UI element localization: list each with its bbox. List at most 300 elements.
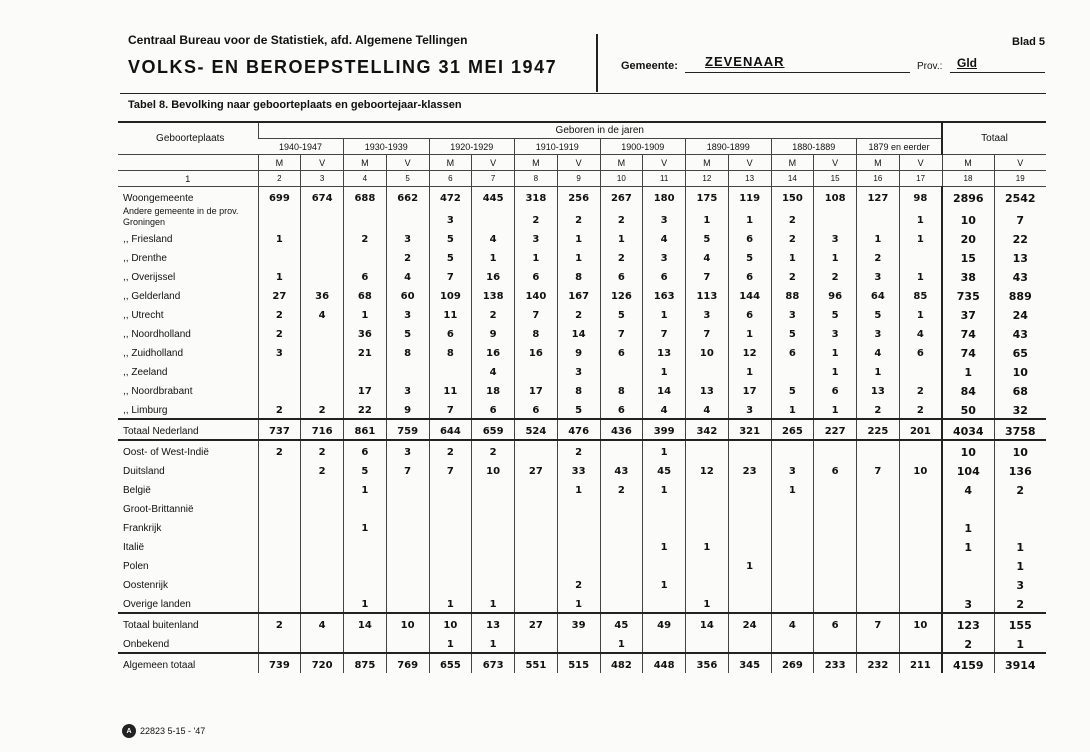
- cell-value: 2: [899, 380, 942, 399]
- row-label: Groot-Brittannië: [123, 504, 194, 515]
- cell-value: 136: [994, 460, 1046, 479]
- cell-value: [600, 361, 643, 380]
- cell-value: [899, 593, 942, 613]
- cell-value: 1: [258, 228, 301, 247]
- prov-label: Prov.:: [917, 61, 943, 72]
- cell-value: [600, 517, 643, 536]
- cell-value: [557, 498, 600, 517]
- cell-value: [258, 247, 301, 266]
- cell-value: [643, 633, 686, 653]
- header-row-periods: [118, 122, 1046, 139]
- cell-value: 4: [301, 613, 344, 633]
- cell-value: [429, 517, 472, 536]
- sex-header: M: [600, 155, 643, 171]
- header-row-years: [118, 139, 1046, 155]
- cell-value: 1: [771, 479, 814, 498]
- cell-value: 2: [557, 574, 600, 593]
- row-label: ,, Overijssel: [123, 272, 176, 283]
- cell-value: [301, 361, 344, 380]
- table-row: [118, 206, 1046, 228]
- cell-value: 4: [857, 342, 900, 361]
- cell-value: 8: [557, 380, 600, 399]
- cell-value: 662: [386, 187, 429, 207]
- cell-value: 3: [515, 228, 558, 247]
- cell-value: 6: [899, 342, 942, 361]
- cell-value: 2: [600, 247, 643, 266]
- column-number: 8: [515, 171, 558, 187]
- cell-value: 23: [728, 460, 771, 479]
- cell-value: 2: [600, 206, 643, 228]
- cell-value: [429, 574, 472, 593]
- cell-value: 3: [814, 228, 857, 247]
- cell-value: [557, 633, 600, 653]
- cell-value: 3: [429, 206, 472, 228]
- cell-value: [771, 536, 814, 555]
- cell-value: 68: [344, 285, 387, 304]
- period-header: 1890-1899: [686, 139, 772, 155]
- cell-value: 1: [899, 304, 942, 323]
- cell-value: [386, 555, 429, 574]
- cell-value: 2542: [994, 187, 1046, 207]
- cell-value: 155: [994, 613, 1046, 633]
- cell-value: [258, 633, 301, 653]
- cell-value: 4: [899, 323, 942, 342]
- cell-value: [386, 498, 429, 517]
- cell-value: 13: [472, 613, 515, 633]
- table-row: [118, 440, 1046, 460]
- cell-value: [301, 323, 344, 342]
- cell-value: 3: [857, 266, 900, 285]
- table-row: [118, 342, 1046, 361]
- cell-value: 3: [857, 323, 900, 342]
- row-label: Polen: [123, 561, 149, 572]
- cell-value: 1: [600, 633, 643, 653]
- cell-value: 769: [386, 653, 429, 673]
- cell-value: 5: [728, 247, 771, 266]
- cell-value: 1: [429, 593, 472, 613]
- cell-value: 45: [643, 460, 686, 479]
- cell-value: 4: [386, 266, 429, 285]
- period-header: 1910-1919: [515, 139, 601, 155]
- table-row: [118, 633, 1046, 653]
- cell-value: 6: [728, 228, 771, 247]
- cell-value: 1: [814, 399, 857, 419]
- cell-value: [472, 479, 515, 498]
- cell-value: [386, 536, 429, 555]
- cell-value: 15: [942, 247, 994, 266]
- cell-value: [686, 361, 729, 380]
- data-table: [118, 121, 1046, 673]
- cell-value: 1: [515, 247, 558, 266]
- sex-header: V: [899, 155, 942, 171]
- cell-value: 2: [429, 440, 472, 460]
- cell-value: 448: [643, 653, 686, 673]
- cell-value: [686, 633, 729, 653]
- cell-value: 1: [472, 633, 515, 653]
- table-body: [118, 122, 1046, 673]
- cell-value: 27: [258, 285, 301, 304]
- cell-value: 10: [429, 613, 472, 633]
- cell-value: 16: [472, 342, 515, 361]
- cell-value: 7: [857, 460, 900, 479]
- cell-value: 482: [600, 653, 643, 673]
- cell-value: 318: [515, 187, 558, 207]
- cell-value: [728, 593, 771, 613]
- column-number: 5: [386, 171, 429, 187]
- cell-value: 4: [472, 361, 515, 380]
- cell-value: 4: [472, 228, 515, 247]
- col-number-1: 1: [118, 171, 258, 187]
- cell-value: 123: [942, 613, 994, 633]
- cell-value: [899, 574, 942, 593]
- cell-value: [857, 536, 900, 555]
- cell-value: [344, 574, 387, 593]
- cell-value: 2: [814, 266, 857, 285]
- cell-value: [515, 536, 558, 555]
- cell-value: [557, 517, 600, 536]
- cell-value: 12: [728, 342, 771, 361]
- cell-value: 9: [386, 399, 429, 419]
- cell-value: 104: [942, 460, 994, 479]
- cell-value: 8: [386, 342, 429, 361]
- cell-value: 17: [344, 380, 387, 399]
- cell-value: 5: [386, 323, 429, 342]
- cell-value: 3: [643, 247, 686, 266]
- cell-value: 64: [857, 285, 900, 304]
- sex-header: V: [301, 155, 344, 171]
- cell-value: [301, 633, 344, 653]
- cell-value: 1: [994, 555, 1046, 574]
- cell-value: 1: [814, 342, 857, 361]
- cell-value: 3: [258, 342, 301, 361]
- cell-value: 7: [386, 460, 429, 479]
- cell-value: 7: [429, 460, 472, 479]
- cell-value: [386, 206, 429, 228]
- cell-value: 1: [857, 361, 900, 380]
- table-row: [118, 517, 1046, 536]
- cell-value: 5: [344, 460, 387, 479]
- cell-value: 1: [643, 361, 686, 380]
- cell-value: 3914: [994, 653, 1046, 673]
- cell-value: 4034: [942, 419, 994, 440]
- cell-value: [557, 536, 600, 555]
- cell-value: 14: [643, 380, 686, 399]
- column-number: 13: [728, 171, 771, 187]
- cell-value: [472, 574, 515, 593]
- cell-value: [728, 517, 771, 536]
- cell-value: 6: [814, 460, 857, 479]
- table-row: [118, 653, 1046, 673]
- cell-value: [643, 498, 686, 517]
- cell-value: 399: [643, 419, 686, 440]
- cell-value: [344, 555, 387, 574]
- cell-value: 1: [557, 479, 600, 498]
- cell-value: 1: [942, 361, 994, 380]
- cell-value: [686, 498, 729, 517]
- cell-value: [515, 440, 558, 460]
- sex-header: M: [515, 155, 558, 171]
- cell-value: 3: [557, 361, 600, 380]
- cell-value: [899, 440, 942, 460]
- cell-value: 1: [344, 593, 387, 613]
- cell-value: 7: [994, 206, 1046, 228]
- cell-value: [771, 633, 814, 653]
- cell-value: 10: [994, 440, 1046, 460]
- period-header: 1940-1947: [258, 139, 344, 155]
- cell-value: 2: [344, 228, 387, 247]
- cell-value: [301, 266, 344, 285]
- column-number: 14: [771, 171, 814, 187]
- cell-value: 16: [515, 342, 558, 361]
- cell-value: 1: [557, 247, 600, 266]
- cell-value: 98: [899, 187, 942, 207]
- cell-value: 108: [814, 187, 857, 207]
- cell-value: 2: [515, 206, 558, 228]
- cell-value: 1: [728, 206, 771, 228]
- cell-value: 27: [515, 460, 558, 479]
- cell-value: [600, 498, 643, 517]
- column-number: 3: [301, 171, 344, 187]
- table-row: [118, 555, 1046, 574]
- cell-value: [301, 247, 344, 266]
- cell-value: [344, 206, 387, 228]
- cell-value: [429, 361, 472, 380]
- cell-value: 10: [899, 613, 942, 633]
- cell-value: 1: [643, 536, 686, 555]
- cell-value: [429, 536, 472, 555]
- cell-value: 4: [686, 247, 729, 266]
- cell-value: 1: [258, 266, 301, 285]
- cell-value: 1: [600, 228, 643, 247]
- cell-value: [600, 440, 643, 460]
- cell-value: 6: [814, 380, 857, 399]
- cell-value: 6: [515, 266, 558, 285]
- period-header: 1879 en eerder: [857, 139, 943, 155]
- table-row: [118, 498, 1046, 517]
- cell-value: 32: [994, 399, 1046, 419]
- cell-value: [814, 555, 857, 574]
- cell-value: 655: [429, 653, 472, 673]
- cell-value: 6: [515, 399, 558, 419]
- cell-value: 6: [429, 323, 472, 342]
- cell-value: [728, 479, 771, 498]
- cell-value: 2: [472, 440, 515, 460]
- sex-header: V: [814, 155, 857, 171]
- sex-header: M: [942, 155, 994, 171]
- cell-value: 43: [600, 460, 643, 479]
- row-label: ,, Zeeland: [123, 367, 168, 378]
- row-label: ,, Friesland: [123, 234, 173, 245]
- cell-value: 109: [429, 285, 472, 304]
- cell-value: 150: [771, 187, 814, 207]
- row-label: Totaal Nederland: [118, 419, 258, 440]
- cell-value: 22: [344, 399, 387, 419]
- cell-value: 3: [386, 228, 429, 247]
- column-number: 2: [258, 171, 301, 187]
- cell-value: 2: [942, 633, 994, 653]
- cell-value: 3: [942, 593, 994, 613]
- cell-value: [258, 536, 301, 555]
- cell-value: 2: [386, 247, 429, 266]
- cell-value: [344, 247, 387, 266]
- period-header: 1930-1939: [344, 139, 430, 155]
- cell-value: 2: [994, 479, 1046, 498]
- cell-value: 4: [771, 613, 814, 633]
- cell-value: [857, 555, 900, 574]
- cell-value: 39: [557, 613, 600, 633]
- cell-value: [472, 517, 515, 536]
- row-label: ,, Noordbrabant: [123, 386, 193, 397]
- cell-value: 1: [643, 440, 686, 460]
- sex-header: V: [728, 155, 771, 171]
- cell-value: [899, 517, 942, 536]
- cell-value: [899, 479, 942, 498]
- cell-value: 7: [429, 399, 472, 419]
- table-row: [118, 399, 1046, 419]
- cell-value: 1: [814, 247, 857, 266]
- cell-value: 2: [771, 228, 814, 247]
- cell-value: 2: [258, 323, 301, 342]
- cell-value: 551: [515, 653, 558, 673]
- cell-value: 7: [643, 323, 686, 342]
- cell-value: [515, 479, 558, 498]
- sex-header: V: [386, 155, 429, 171]
- cell-value: 126: [600, 285, 643, 304]
- cell-value: 1: [557, 593, 600, 613]
- cell-value: [942, 574, 994, 593]
- cell-value: 716: [301, 419, 344, 440]
- sex-header: M: [429, 155, 472, 171]
- cell-value: [857, 440, 900, 460]
- cell-value: 5: [814, 304, 857, 323]
- cell-value: 3: [686, 304, 729, 323]
- cell-value: 2: [557, 206, 600, 228]
- cell-value: 2: [857, 247, 900, 266]
- column-number: 6: [429, 171, 472, 187]
- cell-value: [771, 361, 814, 380]
- cell-value: 1: [942, 536, 994, 555]
- sex-header: M: [771, 155, 814, 171]
- cell-value: 1: [728, 323, 771, 342]
- cell-value: 180: [643, 187, 686, 207]
- cell-value: 11: [429, 304, 472, 323]
- cell-value: 17: [728, 380, 771, 399]
- cell-value: 1: [899, 228, 942, 247]
- cell-value: 524: [515, 419, 558, 440]
- cell-value: 6: [344, 440, 387, 460]
- cell-value: 3: [643, 206, 686, 228]
- cell-value: 113: [686, 285, 729, 304]
- cell-value: 24: [994, 304, 1046, 323]
- cell-value: 6: [814, 613, 857, 633]
- cell-value: [814, 633, 857, 653]
- cell-value: 1: [344, 304, 387, 323]
- cell-value: 1: [643, 479, 686, 498]
- sex-header: V: [472, 155, 515, 171]
- table-row: [118, 613, 1046, 633]
- cell-value: 1: [899, 206, 942, 228]
- cell-value: 43: [994, 323, 1046, 342]
- cell-value: [301, 228, 344, 247]
- cell-value: 18: [472, 380, 515, 399]
- cell-value: 1: [643, 304, 686, 323]
- cell-value: [258, 380, 301, 399]
- cell-value: 36: [301, 285, 344, 304]
- cell-value: 232: [857, 653, 900, 673]
- cell-value: [515, 633, 558, 653]
- cell-value: 3: [814, 323, 857, 342]
- cell-value: [258, 479, 301, 498]
- cell-value: [814, 498, 857, 517]
- cell-value: 1: [899, 266, 942, 285]
- cell-value: [857, 633, 900, 653]
- cell-value: 5: [429, 247, 472, 266]
- cell-value: [515, 593, 558, 613]
- cell-value: 3: [771, 304, 814, 323]
- cell-value: [686, 574, 729, 593]
- bureau-name: Centraal Bureau voor de Statistiek, afd. Algemene Tellingen: [128, 33, 468, 47]
- cell-value: 2: [301, 460, 344, 479]
- row-label: Overige landen: [123, 599, 191, 610]
- cell-value: 472: [429, 187, 472, 207]
- row-label: Woongemeente: [118, 187, 258, 207]
- row-label: ,, Utrecht: [123, 310, 164, 321]
- column-number: 11: [643, 171, 686, 187]
- row-label: Duitsland: [123, 466, 165, 477]
- column-number: 19: [994, 171, 1046, 187]
- cell-value: 735: [942, 285, 994, 304]
- column-number: 9: [557, 171, 600, 187]
- form-footer: [122, 724, 205, 738]
- gemeente-label: Gemeente:: [621, 60, 678, 72]
- cell-value: 2: [472, 304, 515, 323]
- cell-value: [686, 517, 729, 536]
- cell-value: [994, 498, 1046, 517]
- cell-value: 875: [344, 653, 387, 673]
- cell-value: [728, 633, 771, 653]
- cell-value: [429, 498, 472, 517]
- table-row: [118, 419, 1046, 440]
- prov-value: Gld: [957, 56, 977, 70]
- cell-value: 4: [942, 479, 994, 498]
- cell-value: 7: [857, 613, 900, 633]
- cell-value: 10: [942, 206, 994, 228]
- cell-value: 4159: [942, 653, 994, 673]
- cell-value: 45: [600, 613, 643, 633]
- cell-value: 861: [344, 419, 387, 440]
- cell-value: [899, 633, 942, 653]
- cell-value: [857, 593, 900, 613]
- cell-value: [386, 517, 429, 536]
- sex-header: M: [344, 155, 387, 171]
- cell-value: [899, 361, 942, 380]
- cell-value: 60: [386, 285, 429, 304]
- cell-value: [771, 517, 814, 536]
- cell-value: 24: [728, 613, 771, 633]
- cell-value: [258, 593, 301, 613]
- sex-spacer: [118, 155, 258, 171]
- table-row: [118, 536, 1046, 555]
- cell-value: [942, 498, 994, 517]
- cell-value: 21: [344, 342, 387, 361]
- cell-value: 644: [429, 419, 472, 440]
- cell-value: 211: [899, 653, 942, 673]
- cell-value: 27: [515, 613, 558, 633]
- cell-value: 144: [728, 285, 771, 304]
- cell-value: [344, 498, 387, 517]
- cell-value: 356: [686, 653, 729, 673]
- cell-value: [258, 517, 301, 536]
